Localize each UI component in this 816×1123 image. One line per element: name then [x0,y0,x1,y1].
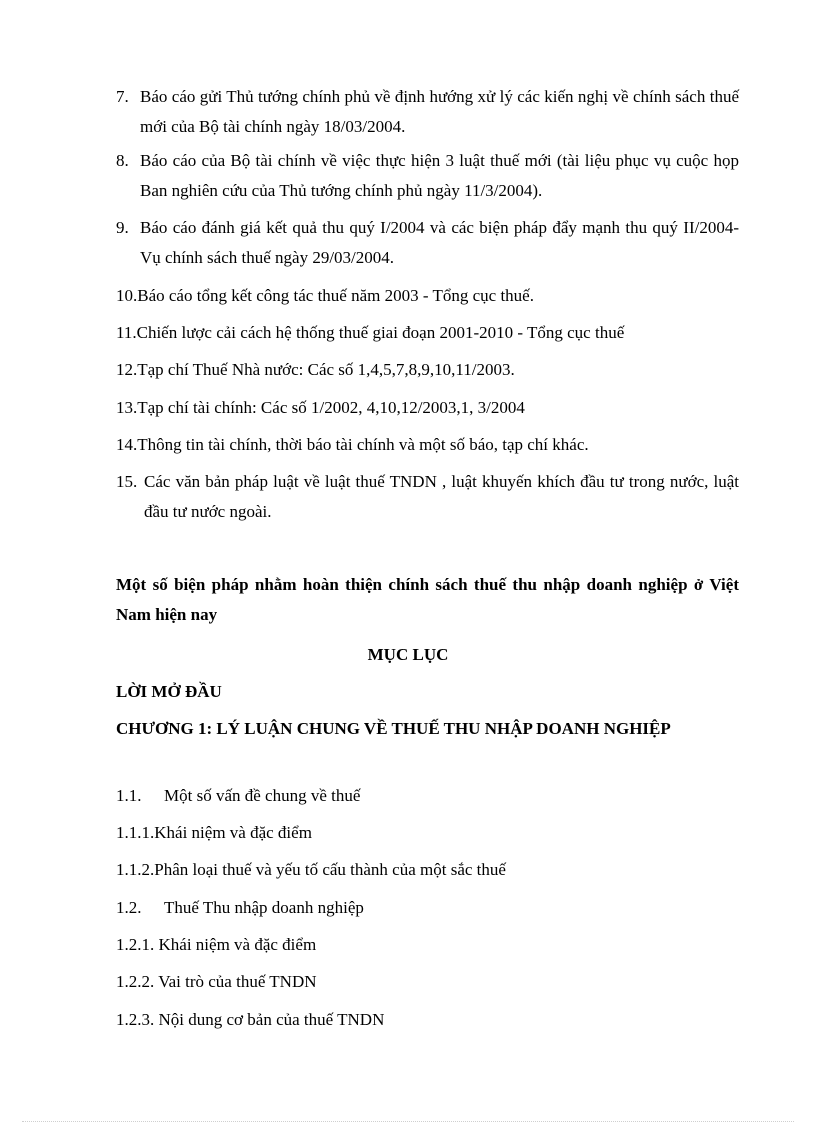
reference-text: Báo cáo của Bộ tài chính về việc thực hiện 3 luật thuế mới (tài liệu phục vụ cuộc họp Ban nghiên cứu của Thủ tướng chính phủ ngày 11/3/2004). [140,151,739,200]
reference-text: Báo cáo gửi Thủ tướng chính phủ về định hướng xử lý các kiến nghị về chính sách thuế mới của Bộ tài chính ngày 18/03/2004. [140,87,739,136]
reference-number: 14. [116,435,138,454]
reference-text: Báo cáo tổng kết công tác thuế năm 2003 - Tổng cục thuế. [137,286,534,305]
toc-intro: LỜI MỞ ĐẦU [116,682,222,701]
toc-entry [116,821,312,845]
toc-entry-text: Thuế Thu nhập doanh nghiệp [164,898,364,917]
reference-number: 7. [116,87,129,106]
toc-heading: MỤC LỤC [367,645,449,664]
toc-entry-number: 1.1. [116,786,142,805]
toc-entry-number: 1.2.1. [116,935,155,954]
toc-entry-number: 1.2.3. [116,1010,155,1029]
reference-item-14 [116,433,589,457]
toc-entry-text: Một số vấn đề chung về thuế [164,786,361,805]
toc-entry-text: Khái niệm và đặc điểm [158,935,317,954]
reference-item-15 [116,467,739,527]
reference-number: 11. [116,323,137,342]
toc-entry-text: Phân loại thuế và yếu tố cấu thành của một sắc thuế [154,860,506,879]
reference-item-9 [116,213,739,273]
reference-text: Báo cáo đánh giá kết quả thu quý I/2004 và các biện pháp đẩy mạnh thu quý II/2004- Vụ chính sách thuế ngày 29/03/2004. [140,218,739,267]
reference-number: 10. [116,286,138,305]
toc-entry-text: Nội dung cơ bản của thuế TNDN [158,1010,385,1029]
reference-item-11 [116,321,624,345]
reference-text: Thông tin tài chính, thời báo tài chính và một số báo, tạp chí khác. [137,435,589,454]
reference-item-10 [116,284,534,308]
reference-number: 13. [116,398,138,417]
reference-text: Tạp chí Thuế Nhà nước: Các số 1,4,5,7,8,9,10,11/2003. [137,360,515,379]
toc-entry-text: Khái niệm và đặc điểm [154,823,312,842]
reference-item-7 [116,82,739,142]
toc-entry-number: 1.1.1. [116,823,155,842]
reference-number: 12. [116,360,138,379]
toc-entry [116,933,316,957]
toc-entry-number: 1.1.2. [116,860,155,879]
reference-text: Chiến lược cải cách hệ thống thuế giai đoạn 2001-2010 - Tổng cục thuế [136,323,625,342]
page-bottom-divider [22,1121,794,1122]
reference-item-12 [116,358,515,382]
reference-text: Các văn bản pháp luật về luật thuế TNDN , luật khuyến khích đầu tư trong nước, luật đầu tư nước ngoài. [144,472,739,521]
toc-entry-number: 1.2.2. [116,972,155,991]
toc-entry [116,784,361,808]
reference-number: 9. [116,218,129,237]
toc-entry [116,970,317,994]
toc-entry [116,858,506,882]
reference-item-8 [116,146,739,206]
reference-number: 15. [116,472,138,491]
reference-text: Tạp chí tài chính: Các số 1/2002, 4,10,12/2003,1, 3/2004 [137,398,525,417]
toc-entry [116,1008,384,1032]
toc-entry-text: Vai trò của thuế TNDN [158,972,317,991]
toc-chapter-1: CHƯƠNG 1: LÝ LUẬN CHUNG VỀ THUẾ THU NHẬP DOANH NGHIỆP [116,719,671,738]
document-title: Một số biện pháp nhằm hoàn thiện chính sách thuế thu nhập doanh nghiệp ở Việt Nam hiện nay [116,575,739,624]
reference-item-13 [116,396,525,420]
reference-number: 8. [116,151,129,170]
toc-entry-number: 1.2. [116,898,142,917]
toc-entry [116,896,364,920]
